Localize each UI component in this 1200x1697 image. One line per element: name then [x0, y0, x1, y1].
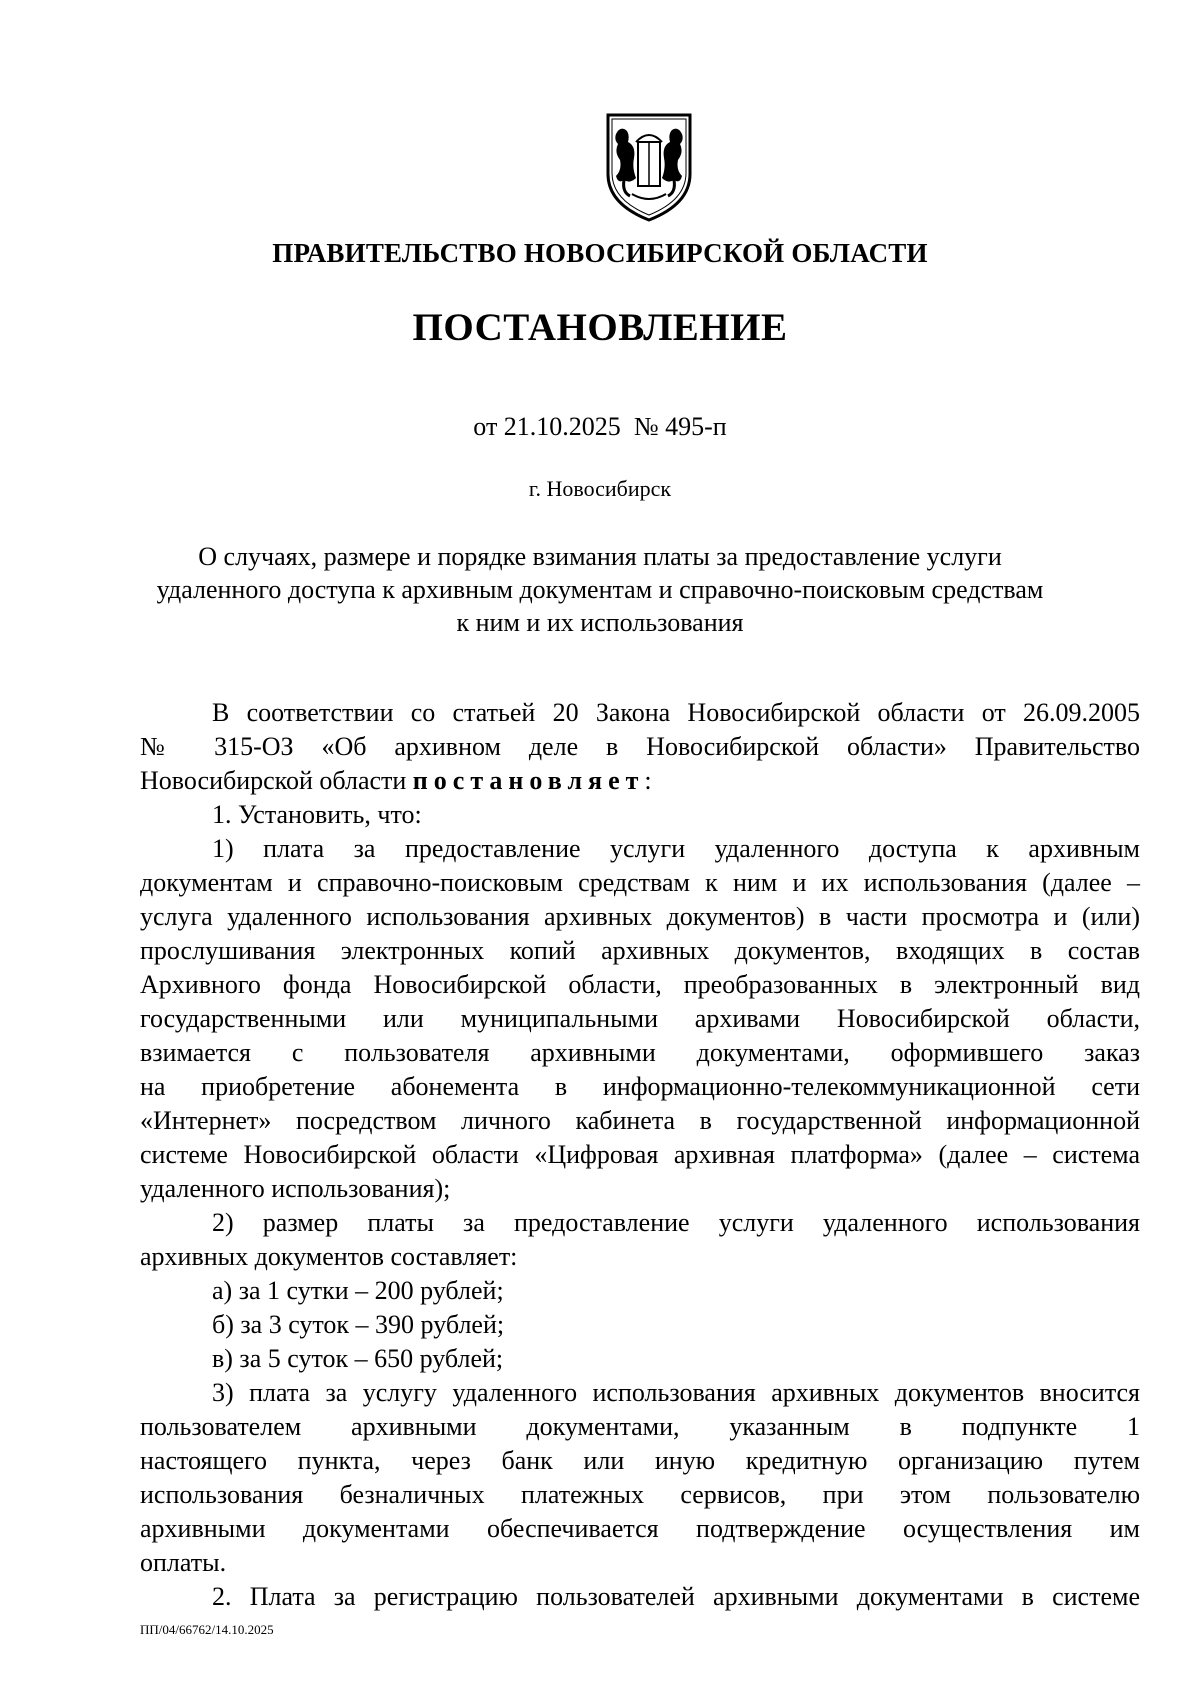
subitem-1-line: взимается с пользователя архивными документами, оформившего заказ [140, 1038, 1140, 1067]
document-body [140, 696, 1140, 1614]
document-code: ПП/04/66762/14.10.2025 [140, 1622, 274, 1637]
fee-item: а) за 1 сутки – 200 рублей; [212, 1276, 504, 1305]
preamble-colon: : [644, 766, 652, 795]
document-type: ПОСТАНОВЛЕНИЕ [412, 306, 788, 349]
subitem-3-line: использования безналичных платежных сервисов, при этом пользователю [140, 1480, 1140, 1509]
subitem-3-line: оплаты. [140, 1548, 227, 1577]
document-date: от 21.10.2025 [473, 412, 621, 441]
subitem-3-line: архивными документами обеспечивается подтверждение осуществления им [140, 1514, 1140, 1543]
subitem-1-line: системе Новосибирской области «Цифровая архивная платформа» (далее – система [140, 1140, 1140, 1169]
subitem-2-line: архивных документов составляет: [140, 1242, 518, 1271]
preamble-line: № 315-ОЗ «Об архивном деле в Новосибирской области» Правительство [140, 732, 1140, 761]
fee-item: в) за 5 суток – 650 рублей; [212, 1344, 504, 1373]
decree-word: постановляет [412, 766, 645, 795]
subitem-1-line: документам и справочно-поисковым средствам к ним и их использования (далее – [140, 868, 1140, 897]
subitem-3-line: 3) плата за услугу удаленного использования архивных документов вносится [212, 1378, 1140, 1407]
subitem-1-line: услуга удаленного использования архивных документов) в части просмотра и (или) [140, 902, 1140, 931]
fee-item: б) за 3 суток – 390 рублей; [212, 1310, 505, 1339]
coat-of-arms-icon [602, 112, 696, 224]
subitem-1-line: Архивного фонда Новосибирской области, преобразованных в электронный вид [140, 970, 1140, 999]
document-subject [140, 540, 1060, 639]
subitem-1-line: удаленного использования); [140, 1174, 451, 1203]
subitem-1-line: государственными или муниципальными архивами Новосибирской области, [140, 1004, 1140, 1033]
city: г. Новосибирск [528, 476, 672, 501]
item-1-intro: 1. Установить, что: [212, 800, 422, 829]
preamble-text: Новосибирской области [140, 766, 413, 795]
subitem-1-line: «Интернет» посредством личного кабинета в государственной информационной [140, 1106, 1140, 1135]
subject-line: к ним и их использования [456, 608, 744, 637]
subject-line: О случаях, размере и порядке взимания платы за предоставление услуги [198, 542, 1002, 571]
subject-line: удаленного доступа к архивным документам и справочно-поисковым средствам [156, 575, 1044, 604]
subitem-3-line: пользователем архивными документами, указанным в подпункте 1 [140, 1412, 1140, 1441]
subitem-1-line: 1) плата за предоставление услуги удаленного доступа к архивным [212, 834, 1140, 863]
government-name: ПРАВИТЕЛЬСТВО НОВОСИБИРСКОЙ ОБЛАСТИ [272, 238, 928, 268]
preamble-line [140, 764, 1140, 798]
preamble-line: В соответствии со статьей 20 Закона Новосибирской области от 26.09.2005 [212, 698, 1140, 727]
item-2-line: 2. Плата за регистрацию пользователей архивными документами в системе [212, 1582, 1140, 1611]
document-number: № 495-п [633, 412, 727, 441]
subitem-2-line: 2) размер платы за предоставление услуги удаленного использования [212, 1208, 1140, 1237]
subitem-3-line: настоящего пункта, через банк или иную кредитную организацию путем [140, 1446, 1140, 1475]
subitem-1-line: на приобретение абонемента в информационно-телекоммуникационной сети [140, 1072, 1140, 1101]
subitem-1-line: прослушивания электронных копий архивных документов, входящих в состав [140, 936, 1140, 965]
date-and-number [0, 412, 1200, 442]
